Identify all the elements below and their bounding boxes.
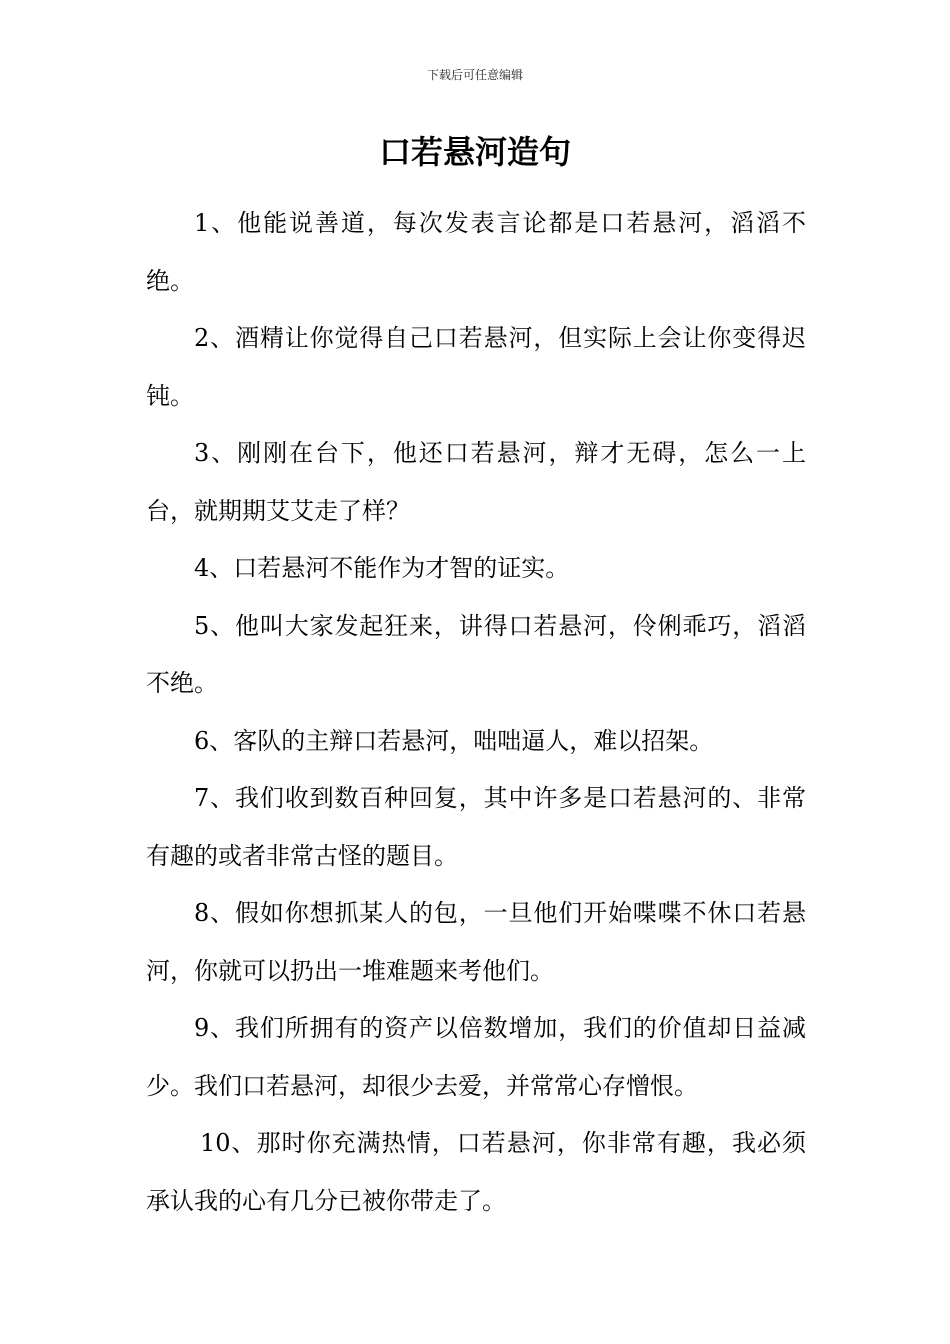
sentence-paragraph-5: 5、他叫大家发起狂来，讲得口若悬河，伶俐乖巧，滔滔不绝。 — [146, 611, 806, 697]
header-note: 下载后可任意编辑 — [426, 68, 523, 82]
sentence-paragraph-6: 6、客队的主辩口若悬河，咄咄逼人，难以招架。 — [194, 726, 714, 755]
sentence-paragraph-1: 1、他能说善道，每次发表言论都是口若悬河，滔滔不绝。 — [146, 209, 806, 295]
sentence-paragraph-4: 4、口若悬河不能作为才智的证实。 — [194, 554, 570, 582]
document-title: 口若悬河造句 — [378, 133, 571, 171]
document-body — [146, 195, 806, 1230]
sentence-paragraph-10: 10、那时你充满热情，口若悬河，你非常有趣，我必须承认我的心有几分已被你带走了。 — [146, 1129, 806, 1215]
sentence-paragraph-9: 9、我们所拥有的资产以倍数增加，我们的价值却日益减少。我们口若悬河，却很少去爱，并常常心存憎恨。 — [146, 1014, 806, 1100]
sentence-paragraph-2: 2、酒精让你觉得自己口若悬河，但实际上会让你变得迟钝。 — [146, 324, 806, 410]
sentence-paragraph-8: 8、假如你想抓某人的包，一旦他们开始喋喋不休口若悬河，你就可以扔出一堆难题来考他们。 — [146, 899, 806, 985]
sentence-paragraph-3: 3、刚刚在台下，他还口若悬河，辩才无碍，怎么一上台，就期期艾艾走了样？ — [146, 439, 806, 525]
sentence-paragraph-7: 7、我们收到数百种回复，其中许多是口若悬河的、非常有趣的或者非常古怪的题目。 — [146, 784, 806, 870]
